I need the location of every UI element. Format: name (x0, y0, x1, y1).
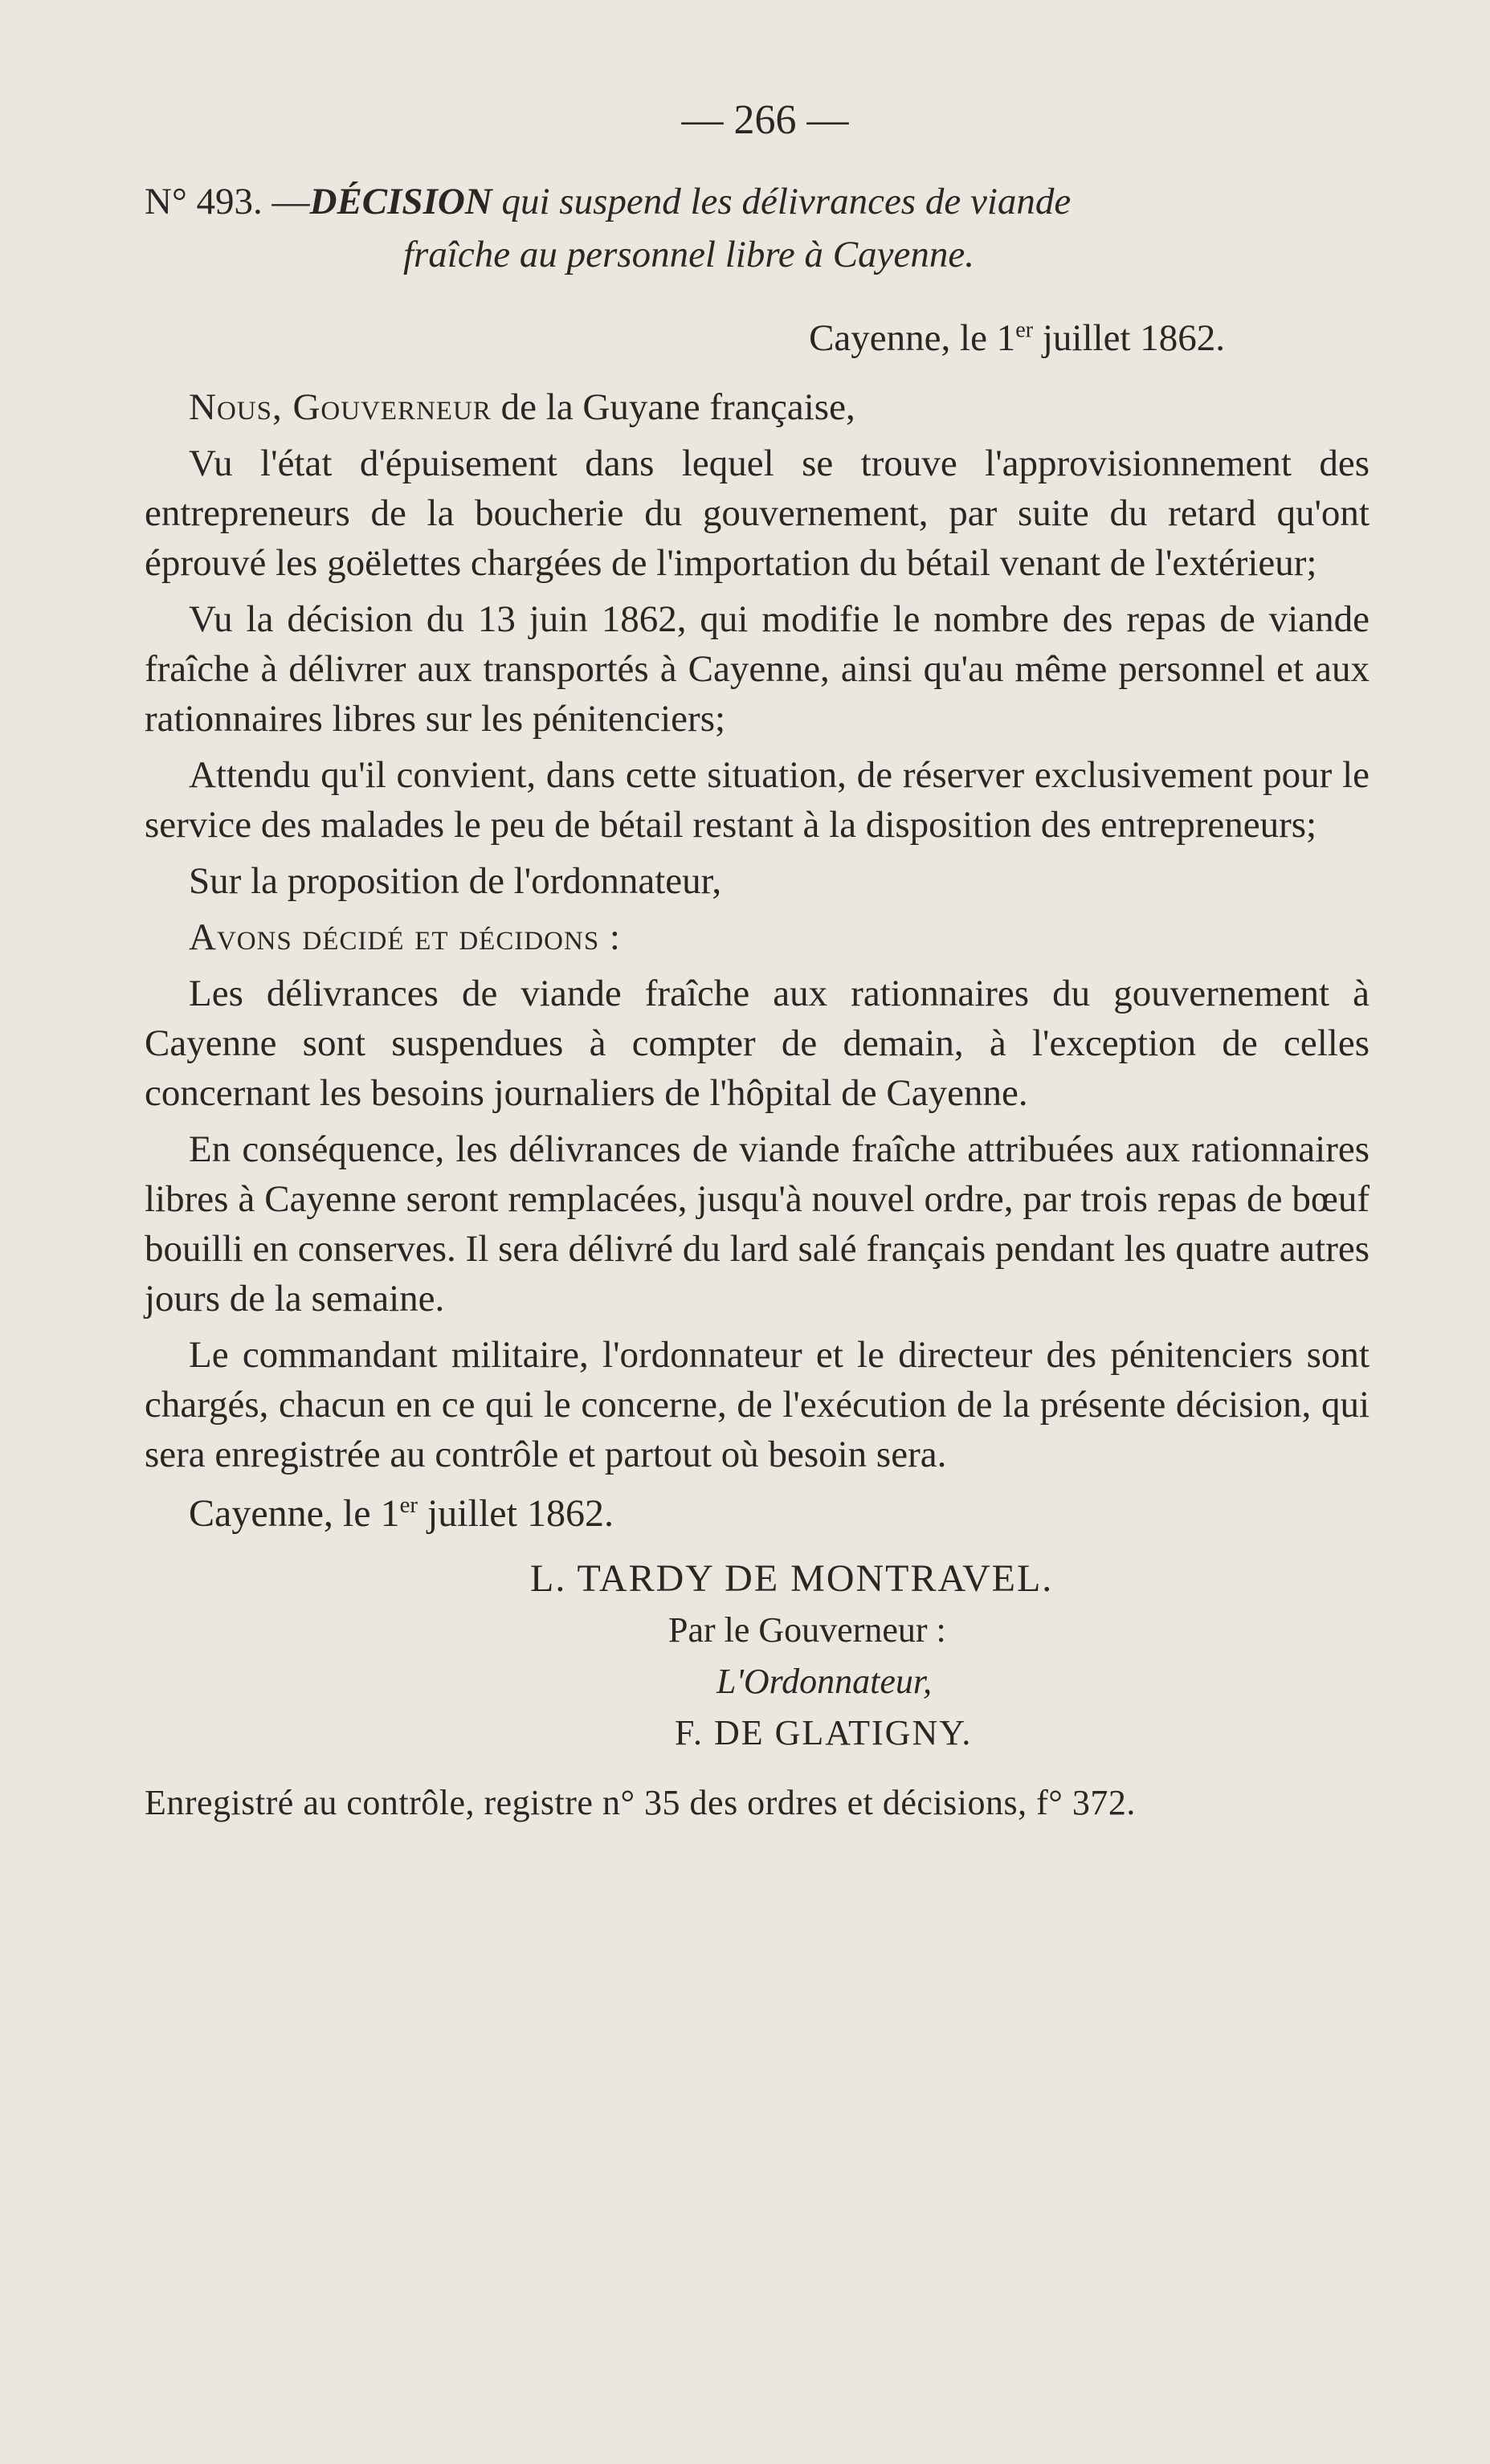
dateline (145, 313, 1370, 363)
by-governor-line: Par le Gouverneur : (668, 1610, 946, 1650)
closing-date (145, 1489, 1370, 1539)
decision-heading (145, 175, 1370, 281)
paragraph-3: Attendu qu'il convient, dans cette situation, de réserver exclusivement pour le service des malades le peu de bétail restant à la disposition des entrepreneurs; (145, 754, 1370, 846)
decision-number: N° 493. — (145, 181, 310, 222)
decision-title-lead: DÉCISION (309, 181, 492, 222)
ordonnateur-signature: F. DE GLATIGNY. (675, 1713, 973, 1752)
closing-place: Cayenne, le 1 (189, 1492, 400, 1535)
decision-title-line1: qui suspend les délivrances de viande (492, 181, 1072, 222)
paragraph-6: En conséquence, les délivrances de viande fraîche attribuées aux rationnaires libres à Cayenne seront remplacées, jusqu'à nouvel ordre, par trois repas de bœuf bouilli en conserves. Il sera délivré du lard salé français pendant les quatre autres jours de la semaine. (145, 1128, 1370, 1320)
dateline-date: juillet 1862. (1033, 317, 1225, 359)
governor-signature: L. TARDY DE MONTRAVEL. (530, 1557, 1054, 1600)
paragraph-7: Le commandant militaire, l'ordonnateur et le directeur des pénitenciers sont chargés, chacun en ce qui le concerne, de l'exécution de la présente décision, qui sera enregistrée au contrôle et partout où besoin sera. (145, 1334, 1370, 1475)
preamble-caps: Nous, Gouverneur (189, 386, 492, 428)
paragraph-2: Vu la décision du 13 juin 1862, qui modifie le nombre des repas de viande fraîche à délivrer aux transportés à Cayenne, ainsi qu'au même personnel et aux rationnaires libres sur les pénitenciers; (145, 598, 1370, 740)
paragraph-1: Vu l'état d'épuisement dans lequel se trouve l'approvisionnement des entrepreneurs de la boucherie du gouvernement, par suite du retard qu'ont éprouvé les goëlettes chargées de l'importation du bétail venant de l'extérieur; (145, 443, 1370, 584)
ordonnateur-title: L'Ordonnateur, (716, 1662, 933, 1701)
paragraph-4: Sur la proposition de l'ordonnateur, (189, 860, 722, 902)
registration-note: Enregistré au contrôle, registre n° 35 des ordres et décisions, f° 372. (145, 1783, 1136, 1822)
preamble (145, 382, 1370, 439)
decision-formula: Avons décidé et décidons : (189, 916, 621, 958)
decision-title-line2: fraîche au personnel libre à Cayenne. (403, 234, 974, 275)
paragraph-5: Les délivrances de viande fraîche aux rationnaires du gouvernement à Cayenne sont suspendues à compter de demain, à l'exception de celles concernant les besoins journaliers de l'hôpital de Cayenne. (145, 973, 1370, 1114)
dateline-place: Cayenne, le 1 (809, 317, 1016, 359)
page-number: — 266 — (681, 97, 849, 143)
dateline-ordinal: er (1015, 317, 1034, 343)
closing-date-text: juillet 1862. (417, 1492, 614, 1535)
preamble-rest: de la Guyane française, (491, 386, 855, 428)
closing-ordinal: er (399, 1492, 418, 1518)
